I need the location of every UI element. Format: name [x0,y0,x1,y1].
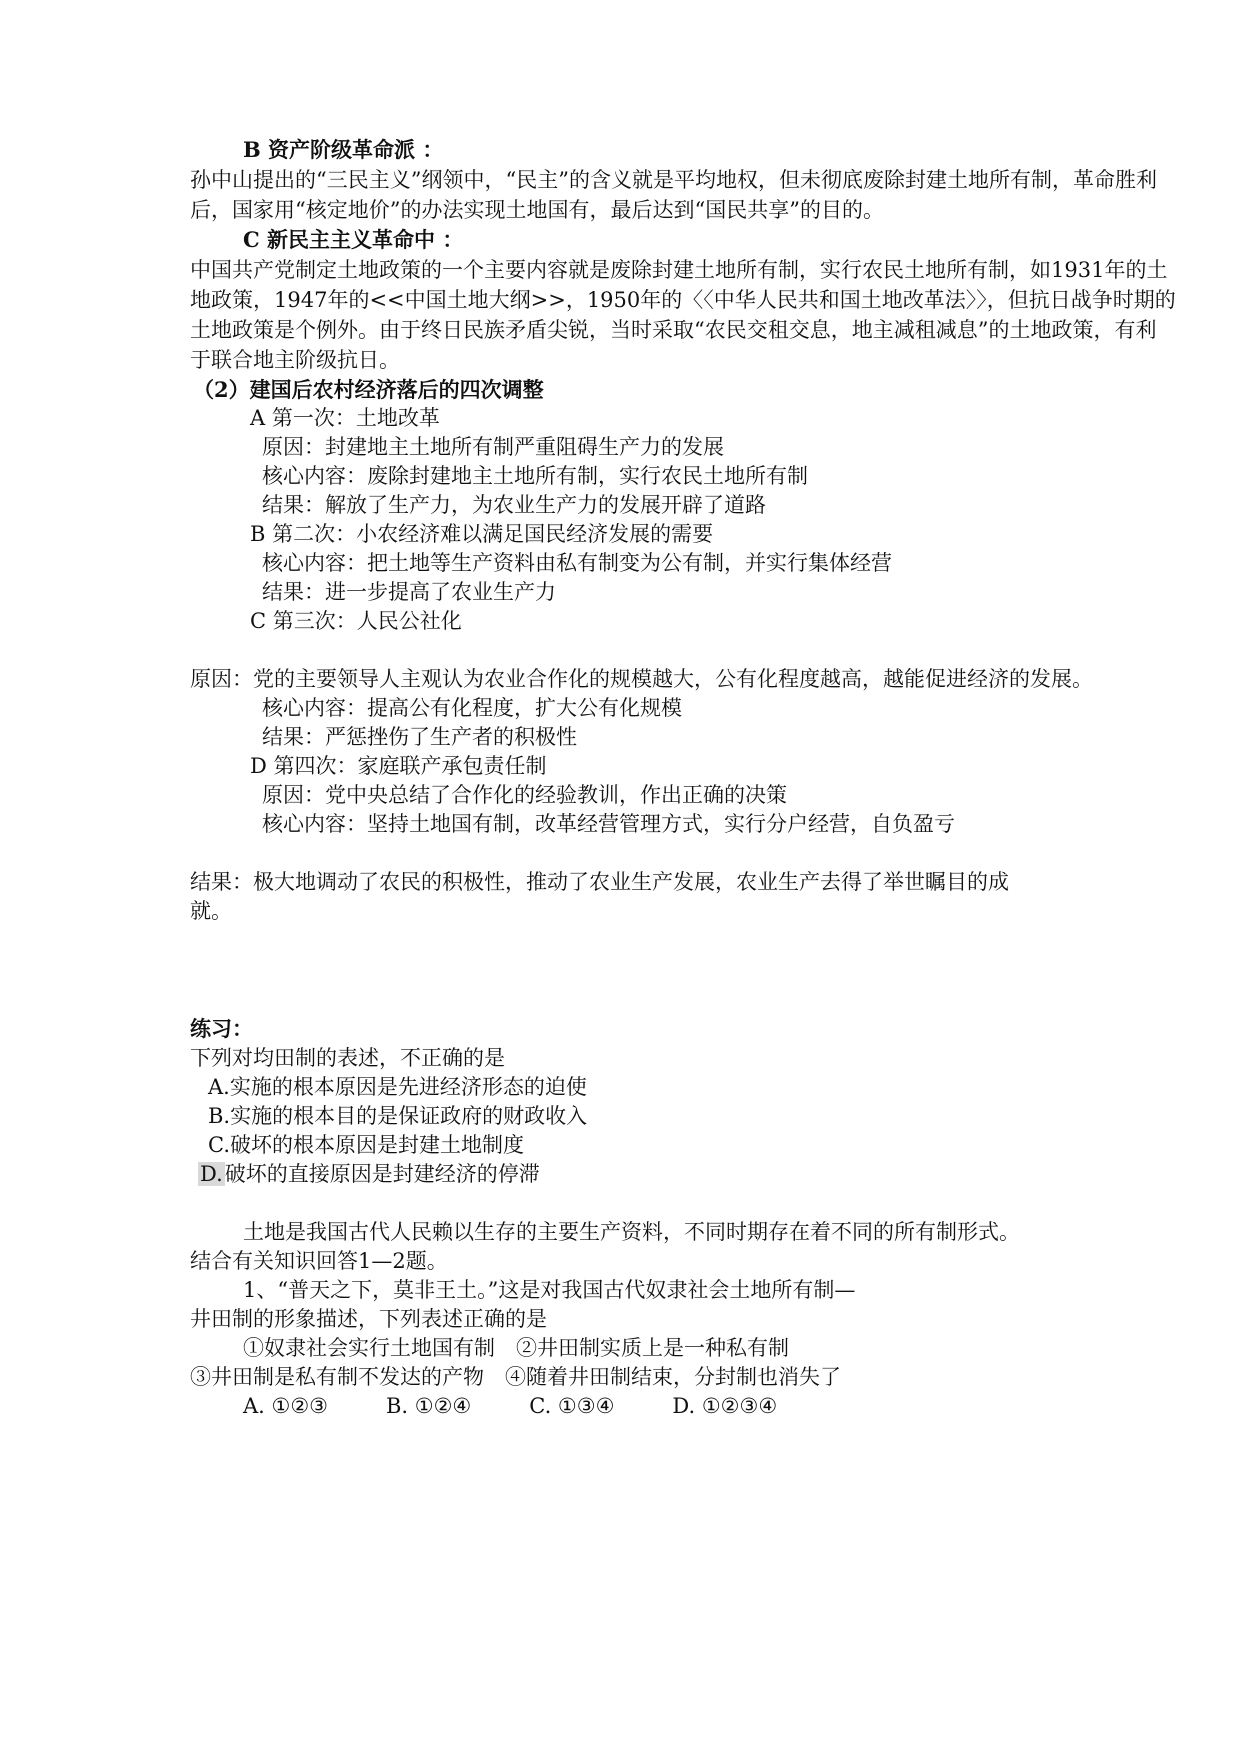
second-title: B 第二次：小农经济难以满足国民经济发展的需要 [250,522,714,546]
section-c-line: 土地政策是个例外。由于终日民族矛盾尖锐，当时采取“农民交租交息，地主减租减息”的土地政策，有利 [190,318,1157,342]
first-result: 结果：解放了生产力，为农业生产力的发展开辟了道路 [262,493,766,517]
third-title: C 第三次：人民公社化 [250,609,462,633]
question-option [198,1160,540,1188]
section-b-line: 后，国家用“核定地价”的办法实现土地国有，最后达到“国民共享”的目的。 [190,198,884,222]
question-1-items: ①奴隶社会实行土地国有制 ②井田制实质上是一种私有制 [243,1336,789,1360]
question-1-stem: 1、“普天之下，莫非王土。”这是对我国古代奴隶社会土地所有制— [243,1278,856,1302]
fourth-result: 结果：极大地调动了农民的积极性，推动了农业生产发展，农业生产去得了举世瞩目的成 [190,870,1009,894]
answer-option: A. ①②③ [243,1394,328,1418]
second-core: 核心内容：把土地等生产资料由私有制变为公有制，并实行集体经营 [262,551,892,575]
section-c-line: 地政策，1947年的<<中国土地大纲>>，1950年的〈〈中华人民共和国土地改革法〉〉，但抗日战争时期的 [190,288,1176,312]
fourth-title: D 第四次：家庭联产承包责任制 [250,754,547,778]
fourth-core: 核心内容：坚持土地国有制，改革经营管理方式，实行分户经营，自负盈亏 [262,812,955,836]
option-d-text: 破坏的直接原因是封建经济的停滞 [224,1162,540,1186]
first-core: 核心内容：废除封建地主土地所有制，实行农民土地所有制 [262,464,808,488]
question-1-stem: 井田制的形象描述，下列表述正确的是 [190,1307,547,1331]
first-reason: 原因：封建地主土地所有制严重阻碍生产力的发展 [262,435,724,459]
section-c-heading: C 新民主主义革命中 ： [243,227,464,252]
question-option: A.实施的根本原因是先进经济形态的迫使 [208,1075,587,1099]
question-1-answers [243,1392,835,1420]
question-option: B.实施的根本目的是保证政府的财政收入 [208,1104,588,1128]
first-title: A 第一次：土地改革 [250,406,440,430]
intro-line: 结合有关知识回答1—2题。 [190,1249,448,1273]
section-c-line: 中国共产党制定土地政策的一个主要内容就是废除封建土地所有制，实行农民土地所有制，如1931年的土 [190,258,1168,282]
fourth-result: 就。 [190,899,232,923]
section-c-line: 于联合地主阶级抗日。 [190,348,400,372]
third-core: 核心内容：提高公有化程度，扩大公有化规模 [262,696,682,720]
question-1-items: ③井田制是私有制不发达的产物 ④随着井田制结束，分封制也消失了 [190,1365,841,1389]
third-result: 结果：严惩挫伤了生产者的积极性 [262,725,577,749]
section-b-heading: B 资产阶级革命派 ： [243,137,444,162]
answer-option: D. ①②③④ [672,1394,778,1418]
section-b-line: 孙中山提出的“三民主义”纲领中，“民主”的含义就是平均地权，但未彻底废除封建土地所有制，革命胜利 [190,168,1157,192]
third-reason: 原因：党的主要领导人主观认为农业合作化的规模越大，公有化程度越高，越能促进经济的发展。 [190,667,1093,691]
practice-heading: 练习： [190,1016,253,1041]
answer-option: C. ①③④ [529,1394,615,1418]
answer-option: B. ①②④ [386,1394,472,1418]
option-d-letter: D. [200,1162,223,1186]
question-stem: 下列对均田制的表述，不正确的是 [190,1046,505,1070]
section-2-heading: （2）建国后农村经济落后的四次调整 [193,377,544,402]
intro-line: 土地是我国古代人民赖以生存的主要生产资料，不同时期存在着不同的所有制形式。 [243,1220,1020,1244]
second-result: 结果：进一步提高了农业生产力 [262,580,556,604]
fourth-reason: 原因：党中央总结了合作化的经验教训，作出正确的决策 [262,783,787,807]
question-option: C.破坏的根本原因是封建土地制度 [208,1133,524,1157]
